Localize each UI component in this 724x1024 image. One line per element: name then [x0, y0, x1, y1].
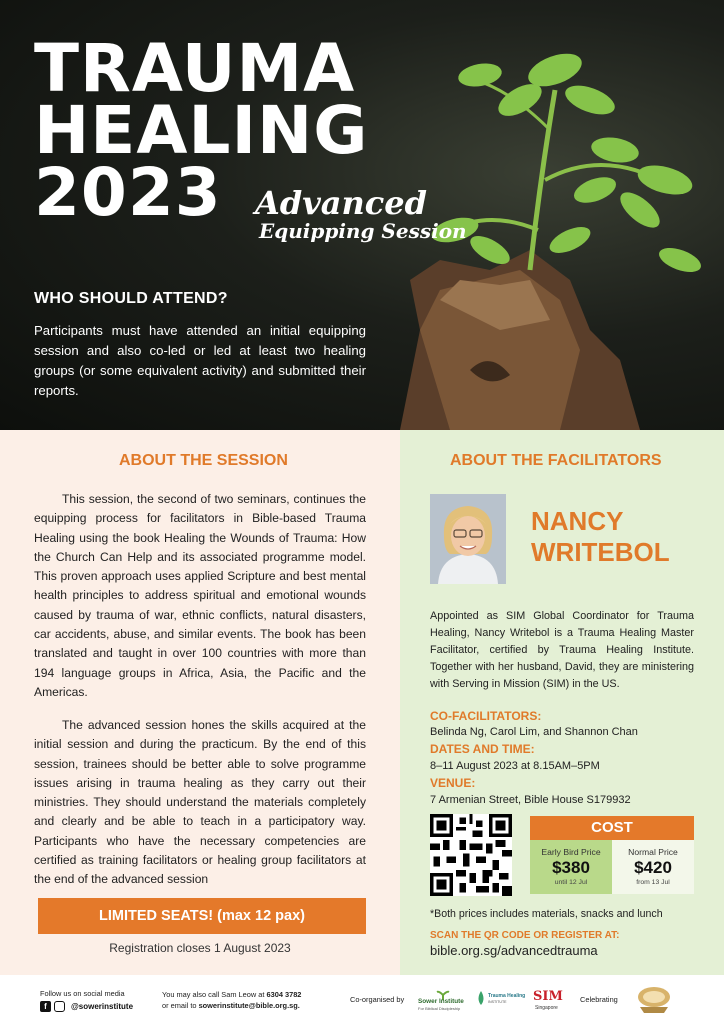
qr-code-icon[interactable]	[430, 814, 512, 896]
celebrating-label: Celebrating	[580, 995, 618, 1004]
title-line: 2023	[34, 154, 222, 231]
social-handle[interactable]: @sowerinstitute	[71, 1002, 134, 1011]
email-link[interactable]: sowerinstitute@bible.org.sg.	[198, 1001, 300, 1010]
facilitator-first-name: NANCY	[531, 506, 624, 536]
instagram-icon[interactable]	[54, 1001, 65, 1012]
normal-price: $420	[634, 858, 672, 877]
cost-heading: COST	[530, 816, 694, 840]
scan-label: SCAN THE QR CODE OR REGISTER AT:	[430, 930, 620, 941]
about-session-heading: ABOUT THE SESSION	[119, 452, 288, 469]
contact-info	[162, 989, 301, 1011]
early-bird-note: until 12 Jul	[554, 879, 588, 886]
normal-price-box	[612, 840, 694, 894]
facilitator-photo	[430, 494, 506, 584]
normal-price-label: Normal Price	[628, 847, 678, 857]
price-includes-note: *Both prices includes materials, snacks and lunch	[430, 908, 663, 920]
call-prefix: You may also call Sam Leow at	[162, 990, 267, 999]
hero-banner	[0, 0, 724, 430]
follow-label: Follow us on social media	[40, 989, 125, 998]
event-subtitle	[255, 186, 467, 242]
social-links	[40, 1001, 133, 1012]
co-facilitators-value: Belinda Ng, Carol Lim, and Shannon Chan	[430, 726, 638, 738]
subtitle-equipping: Equipping Session	[259, 219, 467, 243]
th-logo-name: Trauma Healing	[488, 993, 526, 999]
sim-logo-sub: Singapore	[535, 1005, 558, 1011]
who-text: Participants must have attended an initial equipping session and also co-led or led at least two healing groups (or some equivalent activity) and submitted their reports.	[34, 323, 366, 398]
registration-deadline: Registration closes 1 August 2023	[109, 941, 291, 955]
facilitator-last-name: WRITEBOL	[531, 537, 670, 567]
sim-logo-name: SIM	[533, 989, 563, 1004]
sower-logo-sub: For Biblical Discipleship	[418, 1006, 461, 1011]
trauma-healing-institute-logo	[476, 987, 526, 1013]
venue-value: 7 Armenian Street, Bible House S179932	[430, 794, 631, 806]
early-bird-price-box	[530, 840, 612, 894]
about-paragraph-1: This session, the second of two seminars, continues the equipping process for facilitators in Bible-based Trauma Healing using the book Healing the Wounds of Trauma: How the Church Can Help and its associated programme model. This proven approach uses applied Scripture and best mental health principles to address spiritual and emotional wounds caused by trauma of war, ethnic conflicts, natural disasters, car accidents, abuse, and similar events. The book has been translated and taught in over 100 countries with more than 194 language groups in Africa, Asia, the Pacific and the Americas.	[34, 492, 366, 699]
footer	[0, 975, 724, 1024]
cost-box	[530, 816, 694, 894]
title-line: HEALING	[34, 92, 369, 169]
th-logo-sub: INSTITUTE	[488, 1000, 507, 1004]
about-session-panel	[0, 430, 400, 975]
about-paragraph-2: The advanced session hones the skills acquired at the initial session and during the practicum. By the end of this session, trainees should be better able to solve programme issues arising in trauma healing as they carry out their ministries. They should understand the materials completely and clearly and be able to teach in a participatory way. Participants who have the necessary competencies are certified as training facilitators or healing group facilitators at the end of the advanced session	[34, 718, 366, 887]
phone-number[interactable]: 6304 3782	[266, 990, 302, 999]
coorganised-label: Co-organised by	[350, 995, 405, 1004]
registration-link[interactable]: bible.org.sg/advancedtrauma	[430, 943, 598, 958]
facilitator-name	[531, 506, 670, 568]
sower-logo-name: Sower Institute	[418, 998, 464, 1005]
sower-institute-logo	[418, 987, 470, 1013]
facilitator-bio: Appointed as SIM Global Coordinator for Trauma Healing, Nancy Writebol is a Trauma Healing Master Facilitator, certified by Trauma Healing Institute. Together with her husband, David, they are ministering with Serving in Mission (SIM) in the US.	[430, 610, 694, 690]
facilitators-heading: ABOUT THE FACILITATORS	[450, 452, 662, 469]
sim-singapore-logo	[533, 987, 569, 1013]
subtitle-advanced: Advanced	[255, 184, 428, 222]
venue-label: VENUE:	[430, 776, 476, 790]
early-bird-price: $380	[552, 858, 590, 877]
dates-value: 8–11 August 2023 at 8.15AM–5PM	[430, 760, 600, 772]
facebook-icon[interactable]: f	[40, 1001, 51, 1012]
facilitators-panel	[400, 430, 724, 975]
early-bird-label: Early Bird Price	[541, 847, 601, 857]
bible-mission-anniversary-logo	[632, 983, 676, 1017]
dates-label: DATES AND TIME:	[430, 742, 535, 756]
normal-price-note: from 13 Jul	[636, 879, 670, 886]
limited-seats-banner: LIMITED SEATS! (max 12 pax)	[38, 898, 366, 934]
who-heading: WHO SHOULD ATTEND?	[34, 290, 228, 307]
title-line: TRAUMA	[34, 30, 356, 107]
co-facilitators-label: CO-FACILITATORS:	[430, 709, 542, 723]
email-prefix: or email to	[162, 1001, 199, 1010]
